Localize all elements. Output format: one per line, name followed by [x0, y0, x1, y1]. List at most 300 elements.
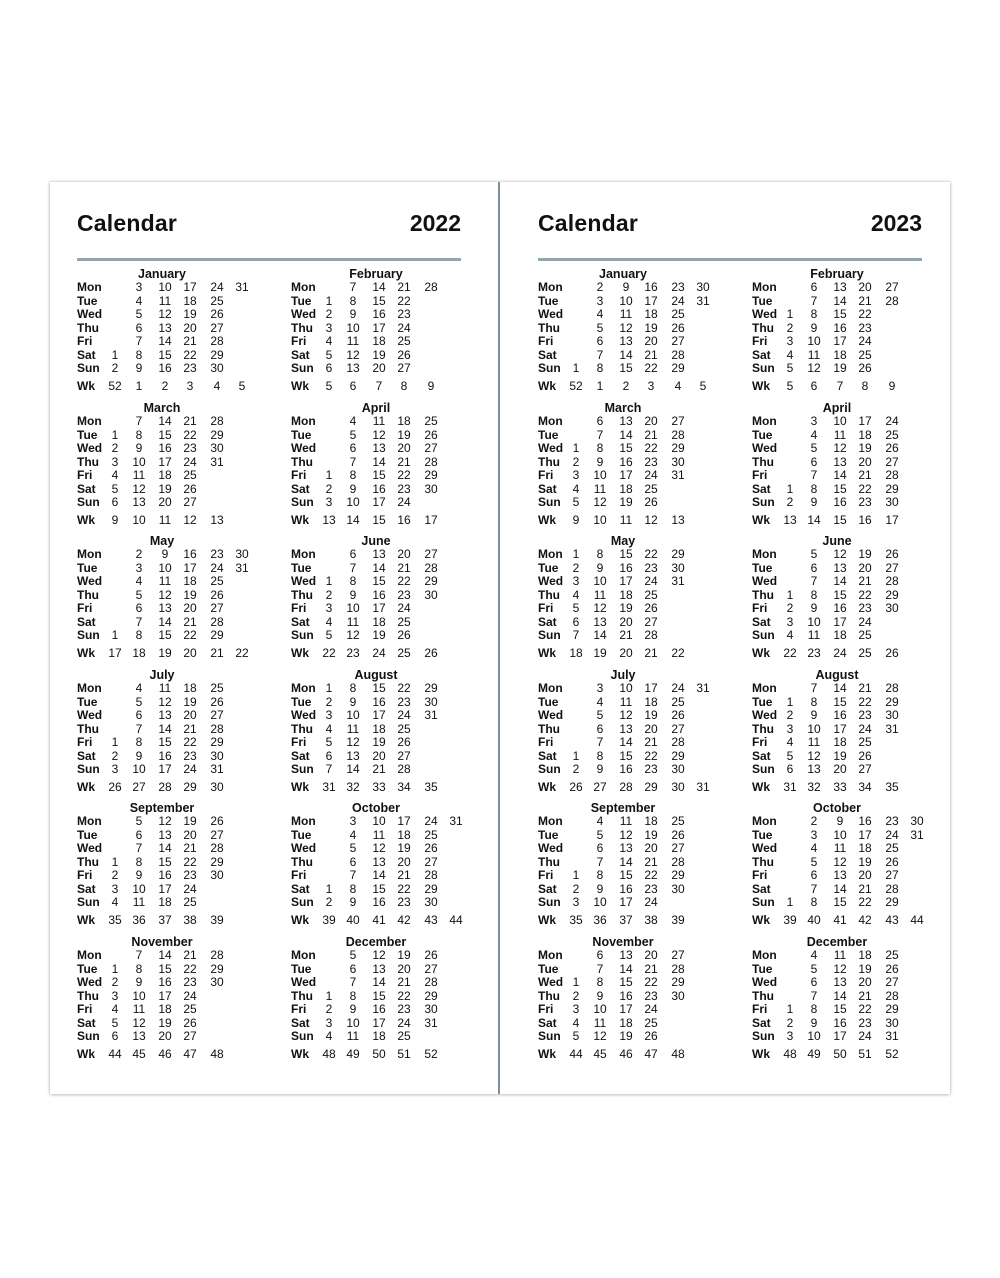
date-cell: 12 [593, 495, 607, 509]
week-number: 15 [372, 512, 386, 527]
date-cell: 23 [397, 1002, 411, 1016]
date-cell: 6 [596, 414, 604, 428]
weekday-row [538, 695, 738, 709]
weekday-label: Fri [538, 468, 554, 482]
week-number-row [77, 646, 277, 660]
date-cell: 13 [833, 975, 847, 989]
weekday-row [291, 307, 491, 321]
date-cell: 27 [644, 614, 658, 629]
date-cell: 6 [135, 320, 143, 335]
date-cell: 24 [183, 988, 197, 1003]
weekday-label: Sat [77, 347, 96, 362]
weekday-row [77, 574, 277, 588]
calendar-page-2022 [50, 182, 499, 1094]
date-cell: 7 [810, 988, 818, 1003]
date-cell: 8 [349, 574, 357, 588]
date-cell: 26 [885, 854, 899, 869]
date-cell: 9 [596, 762, 604, 776]
date-cell: 6 [111, 1029, 119, 1043]
date-cell: 5 [572, 1029, 580, 1043]
page-title: Calendar [538, 210, 639, 236]
date-cell: 6 [810, 868, 818, 882]
date-cell: 12 [593, 601, 607, 615]
date-cell: 20 [397, 547, 411, 561]
date-cell: 13 [593, 614, 607, 629]
date-cell: 19 [858, 441, 872, 455]
weekday-label: Tue [538, 293, 559, 308]
weekday-label: Sat [291, 347, 310, 362]
date-cell: 28 [210, 414, 224, 428]
month-october [291, 801, 491, 925]
date-cell: 15 [372, 988, 386, 1003]
date-cell: 10 [593, 574, 607, 588]
date-cell: 3 [786, 721, 794, 736]
date-cell: 27 [885, 454, 899, 469]
weekday-label: Mon [291, 814, 316, 828]
date-cell: 27 [424, 547, 438, 561]
date-cell: 14 [372, 454, 386, 469]
date-cell: 5 [111, 1015, 119, 1030]
date-cell: 2 [111, 361, 119, 375]
date-cell: 10 [807, 721, 821, 736]
week-number: 2 [161, 378, 169, 393]
weekday-row [538, 441, 738, 455]
weekday-row [752, 722, 952, 736]
date-cell: 21 [644, 735, 658, 749]
weekday-label: Mon [291, 681, 316, 695]
date-cell: 8 [810, 1002, 818, 1016]
weekday-row [291, 762, 491, 776]
weekday-label: Tue [291, 293, 312, 308]
date-cell: 21 [183, 841, 197, 855]
weekday-row [291, 495, 491, 509]
weekday-label: Sat [291, 881, 310, 896]
weekday-label: Fri [752, 735, 768, 749]
date-cell: 4 [786, 347, 794, 362]
weekday-label: Sat [752, 347, 771, 362]
week-label: Wk [77, 912, 95, 927]
month-june [291, 534, 491, 658]
weekday-label: Thu [752, 854, 774, 869]
month-july [77, 668, 277, 792]
date-cell: 21 [397, 560, 411, 575]
date-cell: 28 [885, 881, 899, 896]
weekday-label: Mon [77, 948, 102, 962]
week-number: 22 [235, 645, 249, 660]
weekday-label: Fri [538, 334, 554, 348]
date-cell: 11 [619, 307, 633, 321]
weekday-row [752, 455, 952, 469]
date-cell: 17 [619, 468, 633, 482]
date-cell: 23 [644, 454, 658, 469]
date-cell: 26 [885, 547, 899, 561]
date-cell: 31 [885, 721, 899, 736]
week-number: 39 [671, 912, 685, 927]
week-number: 18 [569, 645, 583, 660]
date-cell: 21 [397, 280, 411, 294]
weekday-label: Fri [538, 868, 554, 882]
week-number-row [752, 1047, 952, 1061]
date-cell: 13 [833, 454, 847, 469]
date-cell: 12 [158, 814, 172, 828]
weekday-label: Mon [538, 547, 563, 561]
date-cell: 1 [572, 547, 580, 561]
week-number: 6 [349, 378, 357, 393]
date-cell: 28 [210, 721, 224, 736]
weekday-row [538, 414, 738, 428]
week-number-row [538, 1047, 738, 1061]
date-cell: 17 [619, 1002, 633, 1016]
date-cell: 12 [132, 1015, 146, 1030]
date-cell: 24 [858, 1029, 872, 1043]
date-cell: 14 [372, 975, 386, 989]
date-cell: 28 [671, 735, 685, 749]
week-number: 32 [346, 779, 360, 794]
date-cell: 12 [833, 547, 847, 561]
date-cell: 9 [810, 708, 818, 722]
weekday-label: Fri [77, 1002, 93, 1016]
date-cell: 15 [833, 895, 847, 909]
month-name: June [361, 534, 391, 548]
date-cell: 14 [158, 948, 172, 962]
date-cell: 1 [786, 694, 794, 709]
week-number: 14 [346, 512, 360, 527]
date-cell: 6 [111, 495, 119, 509]
date-cell: 10 [372, 814, 386, 828]
date-cell: 20 [183, 708, 197, 722]
date-cell: 9 [596, 988, 604, 1003]
date-cell: 2 [572, 762, 580, 776]
date-cell: 22 [858, 694, 872, 709]
week-number: 49 [807, 1046, 821, 1061]
month-name: October [352, 801, 400, 815]
date-cell: 19 [158, 481, 172, 496]
date-cell: 9 [836, 814, 844, 828]
date-cell: 20 [397, 441, 411, 455]
date-cell: 5 [596, 708, 604, 722]
date-cell: 4 [325, 1029, 333, 1043]
week-number: 46 [619, 1046, 633, 1061]
month-name: September [129, 801, 195, 815]
date-cell: 3 [572, 574, 580, 588]
date-cell: 7 [349, 454, 357, 469]
week-label: Wk [538, 912, 556, 927]
date-cell: 16 [833, 708, 847, 722]
week-number: 38 [644, 912, 658, 927]
date-cell: 17 [619, 895, 633, 909]
date-cell: 4 [325, 334, 333, 348]
weekday-row [538, 762, 738, 776]
date-cell: 28 [424, 975, 438, 989]
date-cell: 6 [810, 975, 818, 989]
date-cell: 30 [885, 495, 899, 509]
week-number: 1 [596, 378, 604, 393]
weekday-row [77, 681, 277, 695]
weekday-label: Wed [291, 975, 317, 989]
weekday-label: Thu [291, 721, 313, 736]
date-cell: 26 [671, 320, 685, 335]
week-number: 28 [619, 779, 633, 794]
weekday-label: Sun [291, 1029, 314, 1043]
date-cell: 26 [210, 694, 224, 709]
date-cell: 17 [397, 814, 411, 828]
date-cell: 21 [183, 721, 197, 736]
date-cell: 15 [619, 361, 633, 375]
date-cell: 11 [833, 841, 847, 855]
date-cell: 11 [346, 721, 360, 736]
weekday-label: Mon [752, 814, 777, 828]
date-cell: 17 [158, 881, 172, 896]
week-number: 34 [858, 779, 872, 794]
date-cell: 13 [372, 547, 386, 561]
weekday-row [752, 735, 952, 749]
week-number: 26 [424, 645, 438, 660]
weekday-label: Fri [77, 468, 93, 482]
date-cell: 15 [158, 735, 172, 749]
date-cell: 3 [810, 414, 818, 428]
date-cell: 17 [158, 454, 172, 469]
weekday-label: Thu [538, 587, 560, 602]
week-number: 35 [108, 912, 122, 927]
calendar-page-2023 [501, 182, 950, 1094]
date-cell: 4 [596, 694, 604, 709]
date-cell: 6 [135, 601, 143, 615]
weekday-row [538, 841, 738, 855]
weekday-row [752, 428, 952, 442]
date-cell: 2 [786, 1015, 794, 1030]
date-cell: 15 [833, 694, 847, 709]
weekday-label: Mon [77, 547, 102, 561]
date-cell: 29 [210, 427, 224, 442]
weekday-label: Thu [538, 721, 560, 736]
date-cell: 7 [572, 628, 580, 642]
week-number: 9 [427, 378, 435, 393]
date-cell: 4 [325, 614, 333, 629]
date-cell: 30 [671, 454, 685, 469]
date-cell: 22 [858, 895, 872, 909]
date-cell: 14 [372, 280, 386, 294]
date-cell: 18 [183, 293, 197, 308]
date-cell: 28 [885, 988, 899, 1003]
week-number-row [291, 913, 491, 927]
date-cell: 17 [858, 827, 872, 842]
date-cell: 27 [210, 320, 224, 335]
date-cell: 28 [671, 961, 685, 976]
date-cell: 24 [183, 454, 197, 469]
weekday-label: Sat [538, 1015, 557, 1030]
week-number: 3 [647, 378, 655, 393]
date-cell: 2 [111, 441, 119, 455]
week-number: 11 [158, 512, 172, 527]
date-cell: 10 [132, 988, 146, 1003]
date-cell: 2 [786, 320, 794, 335]
date-cell: 17 [833, 334, 847, 348]
date-cell: 3 [325, 495, 333, 509]
date-cell: 5 [325, 735, 333, 749]
weekday-label: Sat [77, 481, 96, 496]
weekday-row [77, 482, 277, 496]
week-number: 45 [593, 1046, 607, 1061]
week-number: 52 [885, 1046, 899, 1061]
date-cell: 24 [397, 495, 411, 509]
date-cell: 24 [397, 320, 411, 335]
date-cell: 29 [885, 895, 899, 909]
weekday-row [752, 280, 952, 294]
date-cell: 1 [325, 988, 333, 1003]
date-cell: 24 [210, 560, 224, 575]
date-cell: 11 [593, 587, 607, 602]
week-number: 46 [158, 1046, 172, 1061]
month-name: March [143, 401, 181, 415]
date-cell: 7 [596, 735, 604, 749]
date-cell: 27 [397, 748, 411, 763]
weekday-label: Wed [291, 841, 317, 855]
date-cell: 17 [183, 280, 197, 294]
date-cell: 12 [158, 587, 172, 602]
weekday-row [77, 294, 277, 308]
weekday-row [538, 495, 738, 509]
weekday-label: Fri [538, 601, 554, 615]
date-cell: 26 [397, 347, 411, 362]
week-number-row [538, 646, 738, 660]
weekday-row [538, 749, 738, 763]
month-february [752, 267, 952, 391]
date-cell: 5 [810, 854, 818, 869]
date-cell: 27 [671, 721, 685, 736]
date-cell: 27 [885, 975, 899, 989]
date-cell: 2 [325, 1002, 333, 1016]
date-cell: 28 [210, 334, 224, 348]
date-cell: 8 [135, 735, 143, 749]
date-cell: 5 [349, 948, 357, 962]
date-cell: 26 [183, 1015, 197, 1030]
date-cell: 24 [858, 334, 872, 348]
date-cell: 19 [858, 961, 872, 976]
month-name: January [599, 267, 647, 281]
weekday-label: Sat [752, 614, 771, 629]
date-cell: 13 [833, 280, 847, 294]
date-cell: 30 [671, 988, 685, 1003]
week-number: 26 [885, 645, 899, 660]
date-cell: 9 [810, 1015, 818, 1030]
date-cell: 17 [158, 762, 172, 776]
week-number: 25 [397, 645, 411, 660]
date-cell: 1 [325, 681, 333, 695]
date-cell: 6 [325, 748, 333, 763]
weekday-label: Tue [752, 694, 773, 709]
weekday-label: Tue [538, 827, 559, 842]
date-cell: 17 [833, 614, 847, 629]
weekday-row [538, 601, 738, 615]
date-cell: 30 [885, 601, 899, 615]
date-cell: 19 [183, 814, 197, 828]
date-cell: 22 [397, 574, 411, 588]
date-cell: 30 [910, 814, 924, 828]
date-cell: 27 [885, 868, 899, 882]
weekday-label: Wed [752, 975, 778, 989]
date-cell: 16 [158, 361, 172, 375]
diary-spread [50, 182, 950, 1094]
date-cell: 23 [397, 694, 411, 709]
date-cell: 5 [810, 961, 818, 976]
weekday-row [538, 1029, 738, 1043]
weekday-label: Wed [77, 975, 103, 989]
week-number: 31 [322, 779, 336, 794]
week-number: 29 [644, 779, 658, 794]
date-cell: 21 [858, 881, 872, 896]
weekday-row [538, 574, 738, 588]
date-cell: 16 [619, 988, 633, 1003]
date-cell: 7 [135, 334, 143, 348]
weekday-label: Tue [538, 961, 559, 976]
weekday-label: Wed [538, 841, 564, 855]
date-cell: 25 [885, 841, 899, 855]
weekday-row [291, 841, 491, 855]
weekday-label: Sat [77, 881, 96, 896]
date-cell: 22 [858, 481, 872, 496]
weekday-label: Sun [538, 361, 561, 375]
date-cell: 10 [593, 468, 607, 482]
weekday-label: Sat [538, 748, 557, 763]
date-cell: 27 [210, 708, 224, 722]
date-cell: 16 [372, 587, 386, 602]
weekday-label: Sat [752, 481, 771, 496]
date-cell: 21 [644, 427, 658, 442]
date-cell: 9 [135, 868, 143, 882]
date-cell: 5 [810, 441, 818, 455]
month-name: July [610, 668, 636, 682]
week-number: 39 [210, 912, 224, 927]
date-cell: 20 [644, 948, 658, 962]
date-cell: 29 [671, 441, 685, 455]
date-cell: 16 [372, 895, 386, 909]
weekday-row [538, 722, 738, 736]
date-cell: 12 [372, 841, 386, 855]
date-cell: 27 [671, 948, 685, 962]
week-label: Wk [538, 512, 556, 527]
week-number: 52 [108, 378, 122, 393]
date-cell: 11 [833, 427, 847, 442]
weekday-label: Sun [538, 628, 561, 642]
weekday-row [291, 814, 491, 828]
weekday-row [77, 989, 277, 1003]
date-cell: 3 [786, 334, 794, 348]
date-cell: 24 [183, 881, 197, 896]
week-number-row [752, 780, 952, 794]
date-cell: 27 [210, 827, 224, 842]
date-cell: 10 [158, 560, 172, 575]
week-number: 45 [132, 1046, 146, 1061]
date-cell: 4 [135, 681, 143, 695]
week-label: Wk [538, 378, 556, 393]
week-number: 15 [833, 512, 847, 527]
weekday-label: Fri [752, 601, 768, 615]
weekday-label: Fri [77, 334, 93, 348]
date-cell: 15 [372, 881, 386, 896]
date-cell: 14 [346, 762, 360, 776]
date-cell: 19 [619, 1029, 633, 1043]
date-cell: 23 [397, 895, 411, 909]
title-rule [538, 258, 922, 261]
weekday-row [538, 361, 738, 375]
week-number: 22 [783, 645, 797, 660]
date-cell: 22 [644, 441, 658, 455]
weekday-row [77, 868, 277, 882]
weekday-label: Sat [77, 614, 96, 629]
weekday-row [538, 455, 738, 469]
date-cell: 5 [135, 587, 143, 602]
weekday-row [291, 882, 491, 896]
